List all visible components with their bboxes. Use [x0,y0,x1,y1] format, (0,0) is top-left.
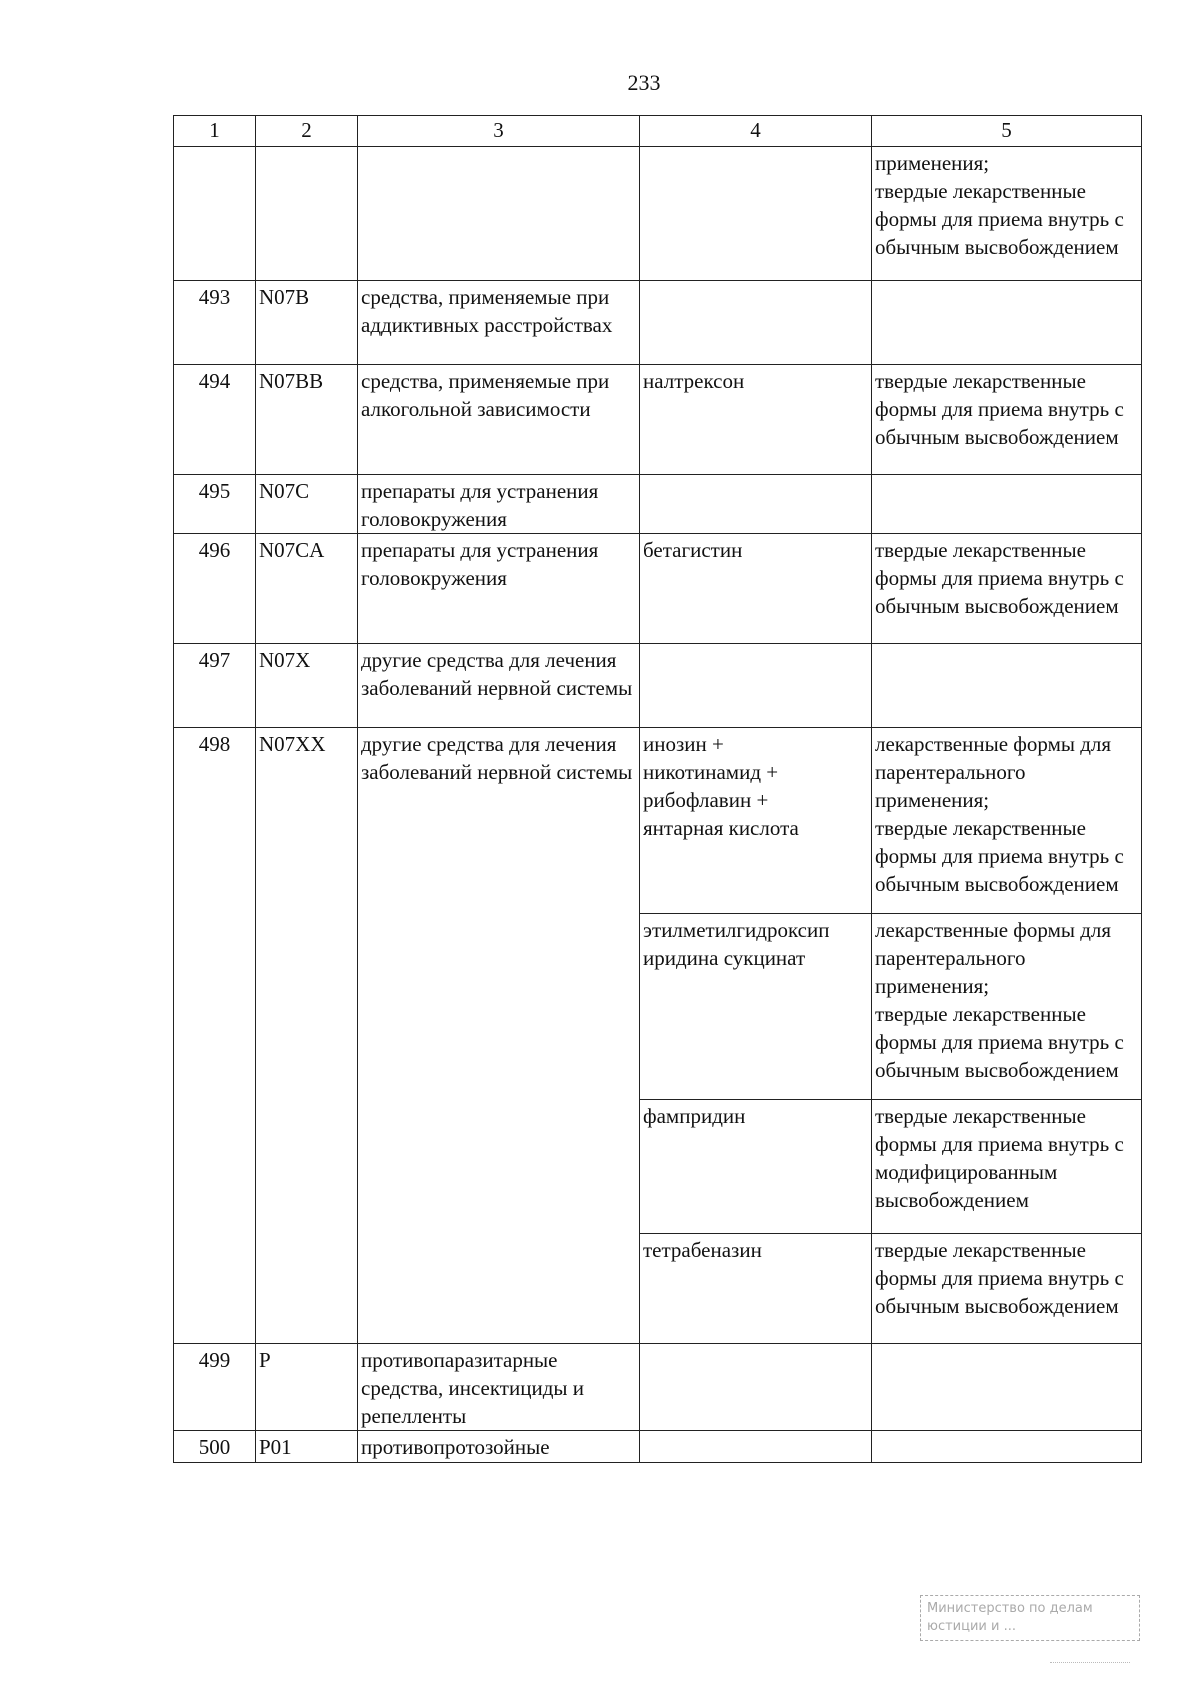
atc-code-text: N07XX [259,732,326,756]
row-number-text: 494 [198,369,231,393]
drug-name [640,1234,872,1344]
dosage-form [872,1344,1142,1431]
drug-name [640,1100,872,1234]
row-number-text: 499 [198,1348,231,1372]
row-number [174,475,256,534]
pharmacological-group-text: другие средства для лечения заболеваний нервной системы [361,732,633,784]
column-header: 5 [872,116,1142,147]
pharmacological-group [358,534,640,644]
pharmacological-group-text: средства, применяемые при алкогольной зависимости [361,369,610,421]
table-row [174,1344,1142,1431]
ministry-stamp [920,1595,1140,1641]
medication-table [173,115,1142,1463]
row-number [174,644,256,728]
row-number [174,281,256,365]
column-header: 1 [174,116,256,147]
drug-name [640,644,872,728]
atc-code [256,365,358,475]
atc-code [256,281,358,365]
stamp-line: юстиции и ... [927,1619,1016,1634]
drug-name [640,1431,872,1463]
drug-name-text: тетрабеназин [643,1238,762,1262]
dosage-form-text: твердые лекарственные формы для приема внутрь с обычным высвобождением [875,1238,1124,1318]
drug-name [640,147,872,281]
dosage-form [872,1100,1142,1234]
atc-code [256,728,358,1344]
pharmacological-group [358,147,640,281]
table-row [174,644,1142,728]
atc-code [256,644,358,728]
row-number [174,365,256,475]
atc-code [256,147,358,281]
stamp-trail [1050,1662,1130,1663]
stamp-line: Министерство по делам [927,1601,1093,1616]
dosage-form [872,475,1142,534]
dosage-form-text: твердые лекарственные формы для приема внутрь с обычным высвобождением [875,369,1124,449]
row-number-text: 498 [198,732,231,756]
column-header: 2 [256,116,358,147]
drug-name [640,281,872,365]
dosage-form-text: твердые лекарственные формы для приема внутрь с обычным высвобождением [875,538,1124,618]
column-header: 3 [358,116,640,147]
table-row [174,534,1142,644]
dosage-form-text: лекарственные формы для парентерального применения; твердые лекарственные формы для приема внутрь с обычным высвобождением [875,732,1124,896]
row-number-text: 496 [198,538,231,562]
row-number [174,534,256,644]
dosage-form-text: твердые лекарственные формы для приема внутрь с модифицированным высвобождением [875,1104,1124,1212]
row-number [174,1344,256,1431]
row-number-text: 500 [198,1435,231,1459]
pharmacological-group-text: противопротозойные [361,1435,550,1459]
dosage-form [872,1234,1142,1344]
drug-name-text: фампридин [643,1104,746,1128]
pharmacological-group [358,281,640,365]
dosage-form [872,281,1142,365]
atc-code [256,534,358,644]
table-row [174,728,1142,914]
drug-name [640,365,872,475]
drug-name [640,728,872,914]
table-header-row [174,116,1142,147]
row-number [174,728,256,1344]
drug-name [640,534,872,644]
pharmacological-group [358,728,640,1344]
pharmacological-group [358,1344,640,1431]
dosage-form-text: лекарственные формы для парентерального применения; твердые лекарственные формы для приема внутрь с обычным высвобождением [875,918,1124,1082]
table-row [174,365,1142,475]
drug-name-text: налтрексон [643,369,745,393]
drug-name-text: инозин + никотинамид + рибофлавин + янтарная кислота [643,732,799,840]
pharmacological-group-text: средства, применяемые при аддиктивных расстройствах [361,285,613,337]
table-row [174,1431,1142,1463]
dosage-form [872,534,1142,644]
pharmacological-group [358,365,640,475]
dosage-form-text: применения; твердые лекарственные формы для приема внутрь с обычным высвобождением [875,151,1124,259]
table-body [174,116,1142,1463]
pharmacological-group [358,1431,640,1463]
atc-code [256,475,358,534]
dosage-form [872,365,1142,475]
table-row [174,281,1142,365]
drug-name-text: бетагистин [643,538,743,562]
atc-code-text: N07CA [259,538,325,562]
row-number-text: 497 [198,648,231,672]
atc-code-text: N07B [259,285,310,309]
table-row [174,475,1142,534]
atc-code [256,1431,358,1463]
dosage-form [872,644,1142,728]
pharmacological-group-text: другие средства для лечения заболеваний нервной системы [361,648,633,700]
pharmacological-group [358,475,640,534]
page-number: 233 [627,70,661,95]
row-number-text: 493 [198,285,231,309]
pharmacological-group-text: препараты для устранения головокружения [361,479,599,531]
drug-name [640,914,872,1100]
column-header: 4 [640,116,872,147]
drug-name [640,1344,872,1431]
pharmacological-group [358,644,640,728]
row-number-text: 495 [198,479,231,503]
pharmacological-group-text: препараты для устранения головокружения [361,538,599,590]
atc-code-text: N07BB [259,369,324,393]
dosage-form [872,1431,1142,1463]
drug-name [640,475,872,534]
atc-code [256,1344,358,1431]
row-number [174,1431,256,1463]
dosage-form [872,147,1142,281]
pharmacological-group-text: противопаразитарные средства, инсектициды и репелленты [361,1348,584,1428]
atc-code-text: P [259,1348,271,1372]
dosage-form [872,728,1142,914]
dosage-form [872,914,1142,1100]
atc-code-text: N07X [259,648,311,672]
atc-code-text: N07C [259,479,310,503]
atc-code-text: P01 [259,1435,292,1459]
table-row [174,147,1142,281]
drug-name-text: этилметилгидроксип иридина сукцинат [643,918,830,970]
row-number [174,147,256,281]
